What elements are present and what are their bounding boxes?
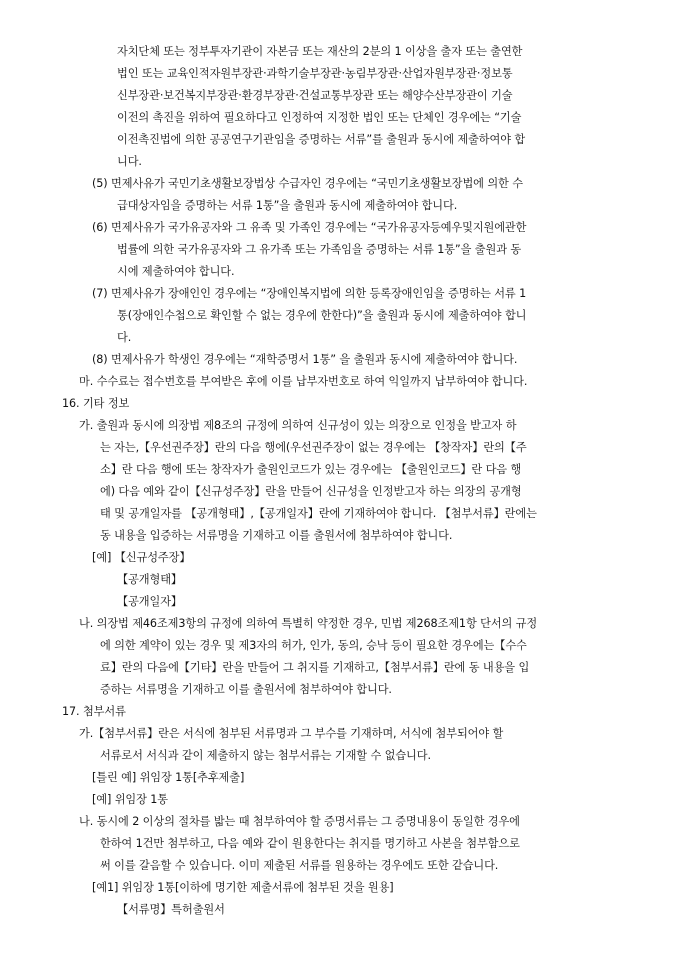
text-line: 【공개일자】 [117, 595, 183, 608]
text-line: 이전의 촉진을 위하여 필요하다고 인정하여 지정한 법인 또는 단체인 경우에는 “기술 [117, 111, 522, 124]
text-line: 통(장애인수첩으로 확인할 수 없는 경우에 한한다)”을 출원과 동시에 제출하여야 합니 [117, 309, 527, 322]
text-line: 증하는 서류명을 기재하고 이를 출원서에 첨부하여야 합니다. [100, 683, 392, 696]
text-line: [틀린 예] 위임장 1통[추후제출] [92, 771, 245, 784]
text-line: 나. 의장법 제46조제3항의 규정에 의하여 특별히 약정한 경우, 민법 제268조제1항 단서의 규정 [79, 617, 538, 630]
text-line: 태 및 공개일자를 【공개형태】,【공개일자】란에 기재하여야 합니다. 【첨부서류】란에는 [100, 507, 537, 520]
text-line: 소】란 다음 행에 또는 창작자가 출원인코드가 있는 경우에는 【출원인코드】란 다음 행 [100, 463, 522, 476]
text-line: 다. [117, 331, 132, 344]
text-line: 에 의한 계약이 있는 경우 및 제3자의 허가, 인가, 동의, 승낙 등이 필요한 경우에는【수수 [100, 639, 527, 652]
text-line: 나. 동시에 2 이상의 절차를 밟는 때 첨부하여야 할 증명서류는 그 증명내용이 동일한 경우에 [79, 815, 520, 828]
text-line: 써 이를 갈음할 수 있습니다. 이미 제출된 서류를 원용하는 경우에도 또한 같습니다. [100, 859, 499, 872]
text-line: 이전촉진법에 의한 공공연구기관임을 증명하는 서류”를 출원과 동시에 제출하여야 합 [117, 133, 526, 146]
text-line: 료】란의 다음에【기타】란을 만들어 그 취지를 기재하고,【첨부서류】란에 동 내용을 입 [100, 661, 530, 674]
text-line: 니다. [117, 155, 142, 168]
text-line: (6) 면제사유가 국가유공자와 그 유족 및 가족인 경우에는 “국가유공자등예우및지원에관한 [92, 221, 527, 234]
text-line: 가. 출원과 동시에 의장법 제8조의 규정에 의하여 신규성이 있는 의장으로 인정을 받고자 하 [79, 419, 517, 432]
text-line: (5) 면제사유가 국민기초생활보장법상 수급자인 경우에는 “국민기초생활보장법에 의한 수 [92, 177, 523, 190]
text-line: 서류로서 서식과 같이 제출하지 않는 첨부서류는 기재할 수 없습니다. [100, 749, 431, 762]
text-line: 는 자는,【우선권주장】란의 다음 행에(우선권주장이 없는 경우에는 【창작자】란의【주 [100, 441, 527, 454]
text-line: 【공개형태】 [117, 573, 183, 586]
text-line: 시에 제출하여야 합니다. [117, 265, 235, 278]
text-line: 【서류명】특허출원서 [117, 903, 225, 916]
text-line: 한하여 1건만 첨부하고, 다음 예와 같이 원용한다는 취지를 명기하고 사본을 첨부함으로 [100, 837, 520, 850]
text-line: 법인 또는 교육인적자원부장관·과학기술부장관·농림부장관·산업자원부장관·정보통 [117, 67, 513, 80]
text-line: 마. 수수료는 접수번호를 부여받은 후에 이를 납부자번호로 하여 익일까지 납부하여야 합니다. [79, 375, 528, 388]
text-line: [예1] 위임장 1통[이하에 명기한 제출서류에 첨부된 것을 원용] [92, 881, 394, 894]
text-line: 에) 다음 예와 같이【신규성주장】란을 만들어 신규성을 인정받고자 하는 의장의 공개형 [100, 485, 522, 498]
text-line: 가.【첨부서류】란은 서식에 첨부된 서류명과 그 부수를 기재하며, 서식에 첨부되어야 할 [79, 727, 504, 740]
text-line: 자치단체 또는 정부투자기관이 자본금 또는 재산의 2분의 1 이상을 출자 또는 출연한 [117, 45, 523, 58]
text-line: 법률에 의한 국가유공자와 그 유가족 또는 가족임을 증명하는 서류 1통”을 출원과 동 [117, 243, 522, 256]
text-line: 신부장관·보건복지부장관·환경부장관·건설교통부장관 또는 해양수산부장관이 기술 [117, 89, 513, 102]
text-line: [예] 【신규성주장】 [92, 551, 191, 564]
text-line: 동 내용을 입증하는 서류명을 기재하고 이를 출원서에 첨부하여야 합니다. [100, 529, 453, 542]
text-line: [예] 위임장 1통 [92, 793, 168, 806]
text-line: (8) 면제사유가 학생인 경우에는 “재학증명서 1통” 을 출원과 동시에 제출하여야 합니다. [92, 353, 518, 366]
text-line: 16. 기타 정보 [62, 397, 130, 410]
text-line: 급대상자임을 증명하는 서류 1통”을 출원과 동시에 제출하여야 합니다. [117, 199, 458, 212]
text-line: 17. 첨부서류 [62, 705, 126, 718]
text-line: (7) 면제사유가 장애인인 경우에는 “장애인복지법에 의한 등록장애인임을 증명하는 서류 1 [92, 287, 527, 300]
